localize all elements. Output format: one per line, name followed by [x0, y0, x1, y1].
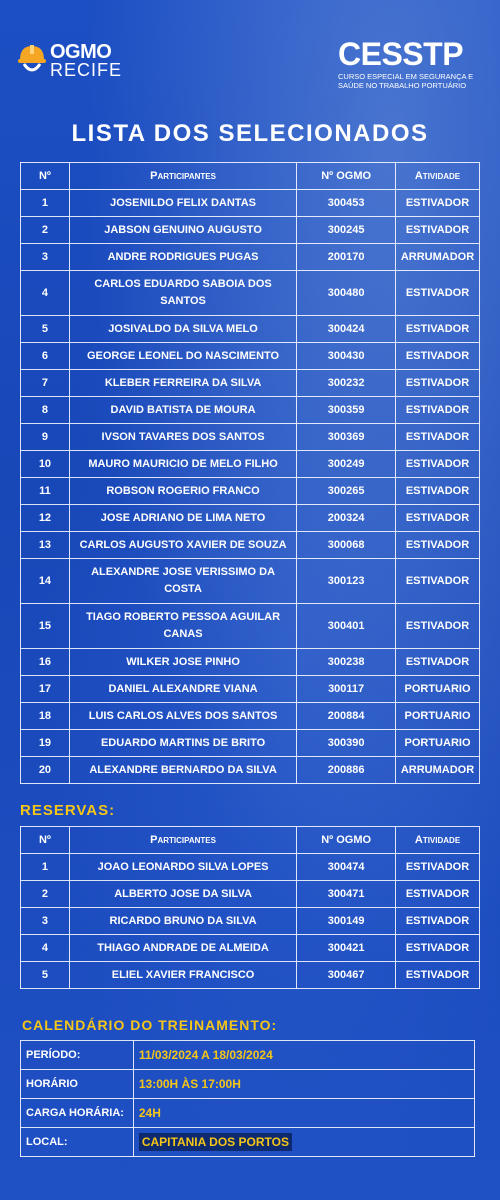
row-number: 20 [21, 757, 70, 784]
ogmo-number: 300232 [297, 370, 396, 397]
participant-name: ALBERTO JOSE DA SILVA [69, 881, 296, 908]
row-number: 2 [21, 881, 70, 908]
table-row [21, 854, 480, 881]
table-row [21, 757, 480, 784]
participant-name: WILKER JOSE PINHO [69, 649, 296, 676]
table-row [21, 935, 480, 962]
participant-name: THIAGO ANDRADE DE ALMEIDA [69, 935, 296, 962]
activity: ESTIVADOR [396, 217, 480, 244]
calendar-row [21, 1070, 475, 1099]
calendar-label: CARGA HORÁRIA: [21, 1099, 134, 1128]
row-number: 4 [21, 271, 70, 316]
ogmo-number: 200170 [297, 244, 396, 271]
activity: PORTUARIO [396, 730, 480, 757]
ogmo-number: 300123 [297, 559, 396, 604]
helmet-icon [16, 42, 48, 76]
activity: ESTIVADOR [396, 908, 480, 935]
col-header-ogmo: Nº OGMO [297, 163, 396, 190]
participant-name: JOSENILDO FELIX DANTAS [69, 190, 296, 217]
participant-name: CARLOS EDUARDO SABOIA DOS SANTOS [69, 271, 296, 316]
calendar-title: CALENDÁRIO DO TREINAMENTO: [22, 1017, 278, 1033]
row-number: 5 [21, 316, 70, 343]
table-row [21, 676, 480, 703]
table-row [21, 217, 480, 244]
activity: ESTIVADOR [396, 424, 480, 451]
ogmo-number: 300480 [297, 271, 396, 316]
activity: ARRUMADOR [396, 244, 480, 271]
col-header-ogmo: Nº OGMO [297, 827, 396, 854]
activity: ESTIVADOR [396, 343, 480, 370]
participant-name: ANDRE RODRIGUES PUGAS [69, 244, 296, 271]
ogmo-number: 300265 [297, 478, 396, 505]
table-row [21, 316, 480, 343]
ogmo-number: 300467 [297, 962, 396, 989]
ogmo-number: 300401 [297, 604, 396, 649]
activity: ESTIVADOR [396, 271, 480, 316]
page-title: LISTA DOS SELECIONADOS [71, 120, 429, 147]
ogmo-number: 300424 [297, 316, 396, 343]
table-row [21, 559, 480, 604]
col-header-num: Nº [21, 163, 70, 190]
row-number: 4 [21, 935, 70, 962]
calendar-value: 13:00H ÀS 17:00H [133, 1070, 474, 1099]
ogmo-number: 300474 [297, 854, 396, 881]
calendar-value: 24H [133, 1099, 474, 1128]
table-row [21, 370, 480, 397]
participant-name: JOAO LEONARDO SILVA LOPES [69, 854, 296, 881]
ogmo-number: 300421 [297, 935, 396, 962]
participant-name: GEORGE LEONEL DO NASCIMENTO [69, 343, 296, 370]
selected-table [20, 162, 480, 784]
table-row [21, 604, 480, 649]
row-number: 9 [21, 424, 70, 451]
activity: ESTIVADOR [396, 962, 480, 989]
participant-name: ELIEL XAVIER FRANCISCO [69, 962, 296, 989]
row-number: 16 [21, 649, 70, 676]
ogmo-number: 300068 [297, 532, 396, 559]
activity: PORTUARIO [396, 703, 480, 730]
activity: ESTIVADOR [396, 397, 480, 424]
calendar-label: PERÍODO: [21, 1041, 134, 1070]
participant-name: DANIEL ALEXANDRE VIANA [69, 676, 296, 703]
activity: ESTIVADOR [396, 190, 480, 217]
activity: ESTIVADOR [396, 604, 480, 649]
table-row [21, 703, 480, 730]
activity: ESTIVADOR [396, 559, 480, 604]
participant-name: IVSON TAVARES DOS SANTOS [69, 424, 296, 451]
row-number: 3 [21, 908, 70, 935]
col-header-activity: Atividade [396, 163, 480, 190]
ogmo-number: 300369 [297, 424, 396, 451]
participant-name: JOSE ADRIANO DE LIMA NETO [69, 505, 296, 532]
table-row [21, 343, 480, 370]
reserves-title: RESERVAS: [20, 802, 116, 819]
participant-name: TIAGO ROBERTO PESSOA AGUILAR CANAS [69, 604, 296, 649]
participant-name: RICARDO BRUNO DA SILVA [69, 908, 296, 935]
cesstp-subtitle: CURSO ESPECIAL EM SEGURANÇA E SAÚDE NO TRABALHO PORTUÁRIO [338, 72, 474, 90]
table-row [21, 649, 480, 676]
table-row [21, 271, 480, 316]
table-row [21, 532, 480, 559]
calendar-value: 11/03/2024 A 18/03/2024 [133, 1041, 474, 1070]
activity: ARRUMADOR [396, 757, 480, 784]
ogmo-number: 300453 [297, 190, 396, 217]
calendar-row [21, 1041, 475, 1070]
table-row [21, 424, 480, 451]
participant-name: ALEXANDRE BERNARDO DA SILVA [69, 757, 296, 784]
activity: ESTIVADOR [396, 370, 480, 397]
table-row [21, 505, 480, 532]
row-number: 2 [21, 217, 70, 244]
reserves-table [20, 826, 480, 989]
row-number: 8 [21, 397, 70, 424]
participant-name: ALEXANDRE JOSE VERISSIMO DA COSTA [69, 559, 296, 604]
ogmo-number: 300430 [297, 343, 396, 370]
activity: ESTIVADOR [396, 935, 480, 962]
table-row [21, 451, 480, 478]
activity: ESTIVADOR [396, 881, 480, 908]
ogmo-number: 200324 [297, 505, 396, 532]
table-row [21, 962, 480, 989]
calendar-value [133, 1128, 474, 1157]
ogmo-number: 300471 [297, 881, 396, 908]
row-number: 11 [21, 478, 70, 505]
participant-name: MAURO MAURICIO DE MELO FILHO [69, 451, 296, 478]
table-row [21, 190, 480, 217]
row-number: 1 [21, 854, 70, 881]
activity: ESTIVADOR [396, 451, 480, 478]
participant-name: EDUARDO MARTINS DE BRITO [69, 730, 296, 757]
participant-name: ROBSON ROGERIO FRANCO [69, 478, 296, 505]
calendar-row [21, 1099, 475, 1128]
location-highlight: CAPITANIA DOS PORTOS [139, 1133, 292, 1151]
table-row [21, 908, 480, 935]
col-header-participants: Participantes [69, 827, 296, 854]
ogmo-number: 300117 [297, 676, 396, 703]
ogmo-number: 300390 [297, 730, 396, 757]
activity: ESTIVADOR [396, 505, 480, 532]
row-number: 5 [21, 962, 70, 989]
recife-logo-text: RECIFE [50, 60, 123, 80]
activity: ESTIVADOR [396, 854, 480, 881]
activity: PORTUARIO [396, 676, 480, 703]
row-number: 6 [21, 343, 70, 370]
col-header-participants: Participantes [69, 163, 296, 190]
participant-name: JOSIVALDO DA SILVA MELO [69, 316, 296, 343]
activity: ESTIVADOR [396, 478, 480, 505]
row-number: 13 [21, 532, 70, 559]
row-number: 12 [21, 505, 70, 532]
row-number: 15 [21, 604, 70, 649]
activity: ESTIVADOR [396, 649, 480, 676]
cesstp-logo [338, 38, 478, 90]
ogmo-number: 200884 [297, 703, 396, 730]
row-number: 10 [21, 451, 70, 478]
table-row [21, 730, 480, 757]
participant-name: DAVID BATISTA DE MOURA [69, 397, 296, 424]
table-row [21, 244, 480, 271]
ogmo-recife-logo [16, 40, 126, 82]
calendar-label: LOCAL: [21, 1128, 134, 1157]
cesstp-title: CESSTP [338, 36, 464, 72]
row-number: 17 [21, 676, 70, 703]
participant-name: JABSON GENUINO AUGUSTO [69, 217, 296, 244]
row-number: 3 [21, 244, 70, 271]
row-number: 19 [21, 730, 70, 757]
calendar-label: HORÁRIO [21, 1070, 134, 1099]
table-row [21, 881, 480, 908]
ogmo-number: 300238 [297, 649, 396, 676]
row-number: 7 [21, 370, 70, 397]
participant-name: KLEBER FERREIRA DA SILVA [69, 370, 296, 397]
col-header-num: Nº [21, 827, 70, 854]
table-row [21, 397, 480, 424]
col-header-activity: Atividade [396, 827, 480, 854]
row-number: 18 [21, 703, 70, 730]
activity: ESTIVADOR [396, 316, 480, 343]
activity: ESTIVADOR [396, 532, 480, 559]
ogmo-number: 300249 [297, 451, 396, 478]
row-number: 14 [21, 559, 70, 604]
participant-name: CARLOS AUGUSTO XAVIER DE SOUZA [69, 532, 296, 559]
ogmo-number: 200886 [297, 757, 396, 784]
ogmo-logo-text: OGMO [50, 41, 112, 63]
ogmo-number: 300359 [297, 397, 396, 424]
calendar-row [21, 1128, 475, 1157]
table-row [21, 478, 480, 505]
ogmo-number: 300149 [297, 908, 396, 935]
calendar-table [20, 1040, 475, 1157]
row-number: 1 [21, 190, 70, 217]
ogmo-number: 300245 [297, 217, 396, 244]
participant-name: LUIS CARLOS ALVES DOS SANTOS [69, 703, 296, 730]
